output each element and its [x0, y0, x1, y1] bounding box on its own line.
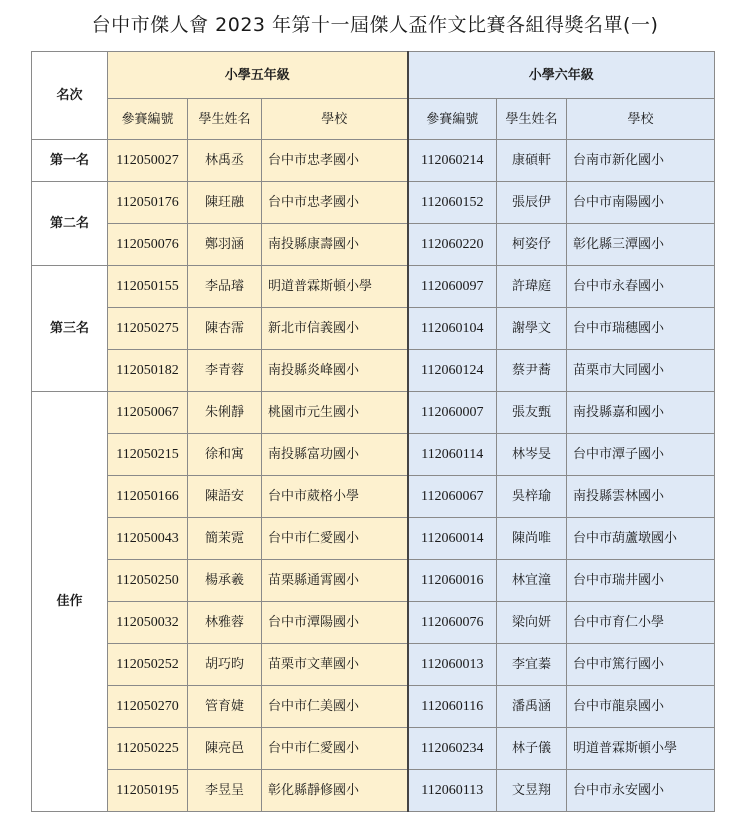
- g5-student-name: 陳杏霈: [188, 308, 262, 350]
- g5-student-name: 管育婕: [188, 686, 262, 728]
- g6-entry-id: 112060016: [408, 560, 497, 602]
- g5-school: 新北市信義國小: [262, 308, 408, 350]
- g6-school: 台中市龍泉國小: [567, 686, 715, 728]
- g6-school: 台中市瑞穗國小: [567, 308, 715, 350]
- g6-student-name: 林岑旻: [497, 434, 567, 476]
- g5-school: 台中市葳格小學: [262, 476, 408, 518]
- rank-cell: 第二名: [32, 182, 108, 266]
- table-row: [32, 644, 715, 686]
- table-row: [32, 308, 715, 350]
- table-row: [32, 686, 715, 728]
- table-row: [32, 266, 715, 308]
- g6-student-name: 林宜潼: [497, 560, 567, 602]
- g5-school: 台中市潭陽國小: [262, 602, 408, 644]
- table-row: [32, 518, 715, 560]
- g6-entry-id: 112060007: [408, 392, 497, 434]
- table-row: [32, 182, 715, 224]
- g5-entry-id: 112050270: [108, 686, 188, 728]
- g5-entry-id: 112050166: [108, 476, 188, 518]
- g6-student-name: 張友甄: [497, 392, 567, 434]
- g6-entry-id: 112060013: [408, 644, 497, 686]
- g5-entry-id: 112050225: [108, 728, 188, 770]
- g5-student-name: 朱俐靜: [188, 392, 262, 434]
- g6-student-name: 梁向妍: [497, 602, 567, 644]
- g5-school: 南投縣富功國小: [262, 434, 408, 476]
- g5-school: 台中市仁美國小: [262, 686, 408, 728]
- g5-school: 桃園市元生國小: [262, 392, 408, 434]
- g5-student-name: 陳語安: [188, 476, 262, 518]
- g6-school: 台中市永安國小: [567, 770, 715, 812]
- rank-cell: 佳作: [32, 392, 108, 812]
- g6-entry-id: 112060220: [408, 224, 497, 266]
- g5-entry-id: 112050155: [108, 266, 188, 308]
- g5-student-name: 李品璿: [188, 266, 262, 308]
- table-row: [32, 434, 715, 476]
- g6-school: 苗栗市大同國小: [567, 350, 715, 392]
- g6-name-header: 學生姓名: [497, 99, 567, 140]
- grade6-header: 小學六年級: [408, 52, 715, 99]
- g5-student-name: 鄭羽涵: [188, 224, 262, 266]
- g6-student-name: 陳尚唯: [497, 518, 567, 560]
- g6-entry-id: 112060152: [408, 182, 497, 224]
- g6-student-name: 潘禹涵: [497, 686, 567, 728]
- g5-school: 苗栗縣通霄國小: [262, 560, 408, 602]
- g5-school: 台中市忠孝國小: [262, 140, 408, 182]
- g6-entry-id: 112060234: [408, 728, 497, 770]
- g5-school: 南投縣炎峰國小: [262, 350, 408, 392]
- g6-entry-id: 112060113: [408, 770, 497, 812]
- g5-school: 台中市仁愛國小: [262, 518, 408, 560]
- g6-entry-id: 112060114: [408, 434, 497, 476]
- g6-student-name: 文昱翔: [497, 770, 567, 812]
- rank-cell: 第一名: [32, 140, 108, 182]
- table-row: [32, 560, 715, 602]
- g5-student-name: 簡茉霓: [188, 518, 262, 560]
- g6-student-name: 柯姿伃: [497, 224, 567, 266]
- page-title: 台中市傑人會 2023 年第十一屆傑人盃作文比賽各組得獎名單(一): [91, 14, 659, 36]
- table-row: [32, 476, 715, 518]
- g6-school: 台南市新化國小: [567, 140, 715, 182]
- grade5-header: 小學五年級: [108, 52, 408, 99]
- g5-student-name: 林雅蓉: [188, 602, 262, 644]
- g6-school: 台中市篤行國小: [567, 644, 715, 686]
- g6-school: 彰化縣三潭國小: [567, 224, 715, 266]
- g5-name-header: 學生姓名: [188, 99, 262, 140]
- g6-school: 台中市葫蘆墩國小: [567, 518, 715, 560]
- g6-entry-id: 112060014: [408, 518, 497, 560]
- g6-school: 台中市南陽國小: [567, 182, 715, 224]
- g5-entry-id: 112050275: [108, 308, 188, 350]
- table-row: [32, 224, 715, 266]
- g5-student-name: 李青蓉: [188, 350, 262, 392]
- g6-entry-id: 112060116: [408, 686, 497, 728]
- awards-table: [31, 51, 715, 812]
- g5-entry-id: 112050176: [108, 182, 188, 224]
- g6-entry-id: 112060076: [408, 602, 497, 644]
- table-row: [32, 728, 715, 770]
- rank-header: 名次: [32, 52, 108, 140]
- g6-student-name: 李宜蓁: [497, 644, 567, 686]
- g5-student-name: 陳玨融: [188, 182, 262, 224]
- g5-student-name: 徐和寓: [188, 434, 262, 476]
- g5-entry-id: 112050043: [108, 518, 188, 560]
- g6-school-header: 學校: [567, 99, 715, 140]
- g5-entry-id: 112050250: [108, 560, 188, 602]
- g5-school: 苗栗市文華國小: [262, 644, 408, 686]
- table-row: [32, 602, 715, 644]
- g6-school: 南投縣雲林國小: [567, 476, 715, 518]
- g6-entry-id: 112060067: [408, 476, 497, 518]
- g6-student-name: 林子儀: [497, 728, 567, 770]
- g5-entry-id: 112050215: [108, 434, 188, 476]
- g6-student-name: 許瑋庭: [497, 266, 567, 308]
- g5-student-name: 陳亮邑: [188, 728, 262, 770]
- table-row: [32, 770, 715, 812]
- g6-student-name: 張辰伊: [497, 182, 567, 224]
- g6-school: 台中市永春國小: [567, 266, 715, 308]
- g5-entry-id: 112050182: [108, 350, 188, 392]
- g5-school-header: 學校: [262, 99, 408, 140]
- g6-school: 南投縣嘉和國小: [567, 392, 715, 434]
- g6-school: 台中市育仁小學: [567, 602, 715, 644]
- g5-entry-id: 112050067: [108, 392, 188, 434]
- g5-school: 台中市忠孝國小: [262, 182, 408, 224]
- table-row: [32, 392, 715, 434]
- g5-student-name: 楊承羲: [188, 560, 262, 602]
- g6-id-header: 參賽編號: [408, 99, 497, 140]
- g5-student-name: 林禹丞: [188, 140, 262, 182]
- g5-school: 彰化縣靜修國小: [262, 770, 408, 812]
- g5-entry-id: 112050027: [108, 140, 188, 182]
- g5-entry-id: 112050076: [108, 224, 188, 266]
- g5-id-header: 參賽編號: [108, 99, 188, 140]
- g6-entry-id: 112060214: [408, 140, 497, 182]
- g5-school: 台中市仁愛國小: [262, 728, 408, 770]
- g5-entry-id: 112050032: [108, 602, 188, 644]
- g6-school: 明道普霖斯頓小學: [567, 728, 715, 770]
- g5-student-name: 胡巧昀: [188, 644, 262, 686]
- g6-school: 台中市潭子國小: [567, 434, 715, 476]
- rank-cell: 第三名: [32, 266, 108, 392]
- g6-entry-id: 112060104: [408, 308, 497, 350]
- g6-student-name: 吳梓瑜: [497, 476, 567, 518]
- g6-entry-id: 112060124: [408, 350, 497, 392]
- g6-school: 台中市瑞井國小: [567, 560, 715, 602]
- g5-school: 明道普霖斯頓小學: [262, 266, 408, 308]
- g6-student-name: 康碩軒: [497, 140, 567, 182]
- g5-school: 南投縣康壽國小: [262, 224, 408, 266]
- g6-student-name: 謝學文: [497, 308, 567, 350]
- g5-student-name: 李昱呈: [188, 770, 262, 812]
- g6-student-name: 蔡尹蕎: [497, 350, 567, 392]
- g6-entry-id: 112060097: [408, 266, 497, 308]
- g5-entry-id: 112050195: [108, 770, 188, 812]
- table-row: [32, 140, 715, 182]
- g5-entry-id: 112050252: [108, 644, 188, 686]
- table-row: [32, 350, 715, 392]
